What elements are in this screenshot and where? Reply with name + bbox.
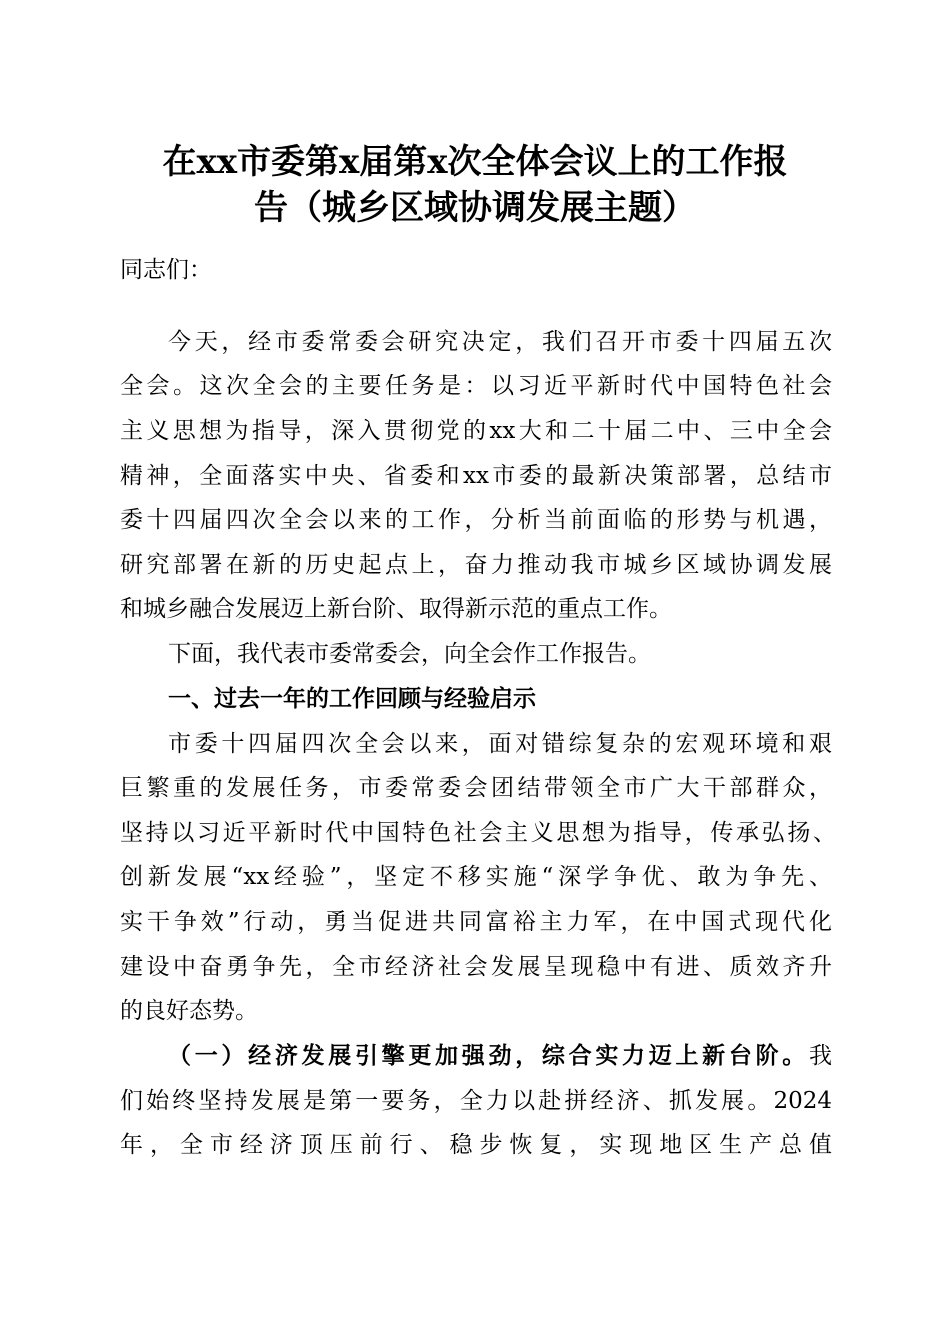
subsection-line: 们始终坚持发展是第一要务，全力以赴拼经济、抓发展。2024 [120,1088,832,1114]
section-line: 建设中奋勇争先，全市经济社会发展呈现稳中有进、质效齐升 [120,954,832,980]
subsection-heading: （一）经济发展引擎更加强劲，综合实力迈上新台阶。 [168,1042,809,1069]
section-line: 巨繁重的发展任务，市委常委会团结带领全市广大干部群众， [120,775,832,801]
subsection-text: 我 [809,1043,832,1069]
intro-line: 委十四届四次全会以来的工作，分析当前面临的形势与机遇， [120,507,832,533]
section-line: 坚持以习近平新时代中国特色社会主义思想为指导，传承弘扬、 [120,820,836,846]
subsection-first-line [168,1041,832,1071]
section-line: 市委十四届四次全会以来，面对错综复杂的宏观环境和艰 [168,731,832,757]
intro-line: 主义思想为指导，深入贯彻党的xx大和二十届二中、三中全会 [120,418,832,444]
section-heading: 一、过去一年的工作回顾与经验启示 [168,686,536,712]
document-title-line-2: 告（城乡区域协调发展主题） [254,188,696,228]
section-line: 创新发展“xx经验”，坚定不移实施“深学争优、敢为争先、 [120,864,832,890]
section-line: 实干争效”行动，勇当促进共同富裕主力军，在中国式现代化 [120,909,832,935]
intro-line: 全会。这次全会的主要任务是：以习近平新时代中国特色社会 [120,373,832,399]
intro-line: 研究部署在新的历史起点上，奋力推动我市城乡区域协调发展 [120,552,832,578]
intro-line: 精神，全面落实中央、省委和xx市委的最新决策部署，总结市 [120,463,832,489]
section-line: 的良好态势。 [120,998,258,1024]
subsection-line: 年，全市经济顶压前行、稳步恢复，实现地区生产总值 [120,1132,832,1158]
salutation: 同志们： [120,257,212,283]
report-statement: 下面，我代表市委常委会，向全会作工作报告。 [168,641,651,667]
intro-line: 今天，经市委常委会研究决定，我们召开市委十四届五次 [168,329,832,355]
document-title-line-1: 在xx市委第x届第x次全体会议上的工作报 [162,142,788,182]
intro-line: 和城乡融合发展迈上新台阶、取得新示范的重点工作。 [120,596,672,622]
